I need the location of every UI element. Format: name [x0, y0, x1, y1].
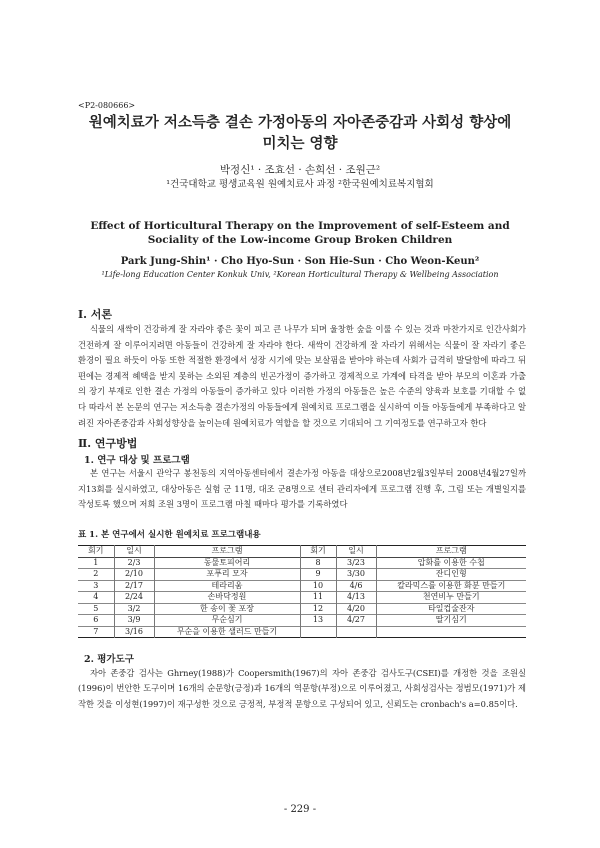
header-program: 프로그램 [154, 546, 300, 558]
table-cell: 2 [93, 569, 99, 579]
table-cell: 2/24 [114, 592, 154, 604]
table-cell: 잔디인형 [376, 569, 526, 581]
section-heading-introduction: Ⅰ. 서론 [78, 308, 113, 321]
table-cell: 1 [93, 557, 99, 567]
table-cell: 2/3 [114, 557, 154, 569]
table-cell: 포푸리 모자 [154, 569, 300, 581]
title-korean-line1: 원예치료가 저소득층 결손 가정아동의 자아존중감과 사회성 향상에 [88, 114, 512, 131]
table-cell: 무순을 이용한 샐러드 만들기 [154, 626, 300, 638]
table-cell: 3/2 [114, 603, 154, 615]
affiliation-korean: ¹건국대학교 평생교육원 원예치료사 과정 ²한국원예치료복지협회 [166, 179, 434, 190]
table-cell: 8 [300, 557, 336, 569]
header-session: 회기 [88, 546, 104, 556]
table-row [78, 580, 526, 592]
table-cell: 4 [93, 592, 99, 602]
authors-korean: 박정신¹ · 조효선 · 손희선 · 조원근² [219, 164, 381, 176]
table-row [78, 626, 526, 638]
table-cell [336, 626, 376, 638]
table-header-row [78, 546, 526, 558]
title-english-line1: Effect of Horticultural Therapy on the Improvement of self-Esteem and [90, 220, 510, 232]
header-date-2: 일시 [336, 546, 376, 558]
table-cell: 손바닥정원 [154, 592, 300, 604]
title-korean-line2: 미치는 영향 [262, 135, 338, 152]
table-cell [300, 626, 336, 638]
table-cell: 4/6 [336, 580, 376, 592]
table-cell: 테라리움 [154, 580, 300, 592]
table-cell: 9 [300, 569, 336, 581]
table-cell: 3 [93, 580, 99, 590]
evaluation-paragraph: 자아 존중감 검사는 Ghrney(1988)가 Coopersmith(1967)의 자아 존중감 검사도구(CSEI)를 개정한 것을 조원실(1996)이 번안한 도구이며 16개의 순문항(긍정)과 16개의 역문항(부정)으로 이루어졌고, 사회성검사는 정범모(1971)가 제작한 것을 이성현(1997)이 재구성한 것으로 긍정적, 부정적 문항으로 구성되어 있고, 신뢰도는 cronbach's a=0.85이다. [78, 668, 526, 709]
table-cell: 7 [93, 626, 99, 636]
table-cell: 10 [300, 580, 336, 592]
title-english [70, 219, 530, 247]
table-cell: 압화를 이용한 수첩 [376, 557, 526, 569]
table-cell: 4/27 [336, 615, 376, 627]
table-cell: 4/20 [336, 603, 376, 615]
table-cell: 천연비누 만들기 [376, 592, 526, 604]
header-program-2: 프로그램 [376, 546, 526, 558]
subsection-heading-evaluation: 2. 평가도구 [84, 654, 134, 665]
table-cell: 무순심기 [154, 615, 300, 627]
table-cell: 4/13 [336, 592, 376, 604]
table-cell: 한 송이 꽃 포장 [154, 603, 300, 615]
abstract-code: <P2-080666> [78, 101, 136, 110]
table-cell: 타일컵술잔자 [376, 603, 526, 615]
authors-english: Park Jung-Shin¹ · Cho Hyo-Sun · Son Hie-Sun · Cho Weon-Keun² [120, 256, 480, 267]
section-heading-methods: Ⅱ. 연구방법 [78, 437, 138, 450]
table-cell: 3/9 [114, 615, 154, 627]
title-english-line2: Sociality of the Low-income Group Broken Children [147, 234, 453, 246]
table-cell: 칼라믹스를 이용한 화분 만들기 [376, 580, 526, 592]
table-cell: 12 [300, 603, 336, 615]
table-row [78, 603, 526, 615]
table-cell: 2/17 [114, 580, 154, 592]
table-row [78, 592, 526, 604]
table-cell: 5 [93, 603, 99, 613]
methods-paragraph: 본 연구는 서울시 관악구 봉천동의 지역아동센터에서 결손가정 아동을 대상으로2008년2월3일부터 2008년4월27일까지13회를 실시하였고, 대상아동은 실험 군 11명, 대조 군8명으로 센터 관리자에게 프로그램 진행 후, 그림 또는 개별일지를 작성토록 했으며 저희 조원 3명이 프로그램 마칠 때마다 평가를 기록하였다 [78, 468, 526, 510]
affiliation-english: ¹Life-long Education Center Konkuk Univ, ²Korean Horticultural Therapy & Wellbeing Association [101, 270, 499, 279]
table-cell: 11 [300, 592, 336, 604]
table-cell: 딸기심기 [376, 615, 526, 627]
table-cell: 3/23 [336, 557, 376, 569]
introduction-paragraph: 식물의 새싹이 건강하게 잘 자라야 좋은 꽃이 피고 큰 나무가 되며 울창한 숲을 이룰 수 있는 것과 마찬가지로 인간사회가 건전하게 잘 이루어지려면 아동들이 건강하게 잘 자라야 한다. 새싹이 건강하게 잘 자라기 위해서는 식물이 잘 자라기 좋은 환경이 필요 하듯이 아동 또한 적절한 환경에서 성장 시기에 맞는 보살핌을 받아야 하는데 사회가 급격히 발달함에 따라그 뒤편에는 경제적 혜택을 받지 못하는 소외된 계층의 빈곤가정이 증가하고 경제적으로 가계에 타격을 받아 부모의 이혼과 가출의 장기 부재로 인한 결손 가정의 아동들이 증가하고 있다 이러한 가정의 아동들은 높은 수준의 양육과 보호를 기대할 수 없다 따라서 본 논문의 연구는 저소득층 결손가정의 아동들에게 원예치료 프로그램을 실시하여 이들 아동들에게 부족하다고 알려진 자아존중감과 사회성향상을 높이는데 원예치료가 역할을 할 것으로 기대되어 그 기여정도를 연구하고자 한다 [78, 324, 526, 428]
table-cell: 3/30 [336, 569, 376, 581]
header-date: 일시 [114, 546, 154, 558]
table-row [78, 557, 526, 569]
program-table [78, 545, 526, 638]
table-cell [376, 626, 526, 638]
table-cell: 3/16 [114, 626, 154, 638]
table-row [78, 615, 526, 627]
table-row [78, 569, 526, 581]
table-cell: 동물토피어리 [154, 557, 300, 569]
table-cell: 6 [93, 615, 99, 625]
title-korean [60, 112, 540, 154]
header-session-2: 회기 [300, 546, 336, 558]
page-number: - 229 - [283, 804, 317, 815]
table-caption: 표 1. 본 연구에서 실시한 원예치료 프로그램내용 [78, 530, 261, 540]
subsection-heading-subjects: 1. 연구 대상 및 프로그램 [84, 455, 190, 466]
table-cell: 2/10 [114, 569, 154, 581]
table-cell: 13 [300, 615, 336, 627]
